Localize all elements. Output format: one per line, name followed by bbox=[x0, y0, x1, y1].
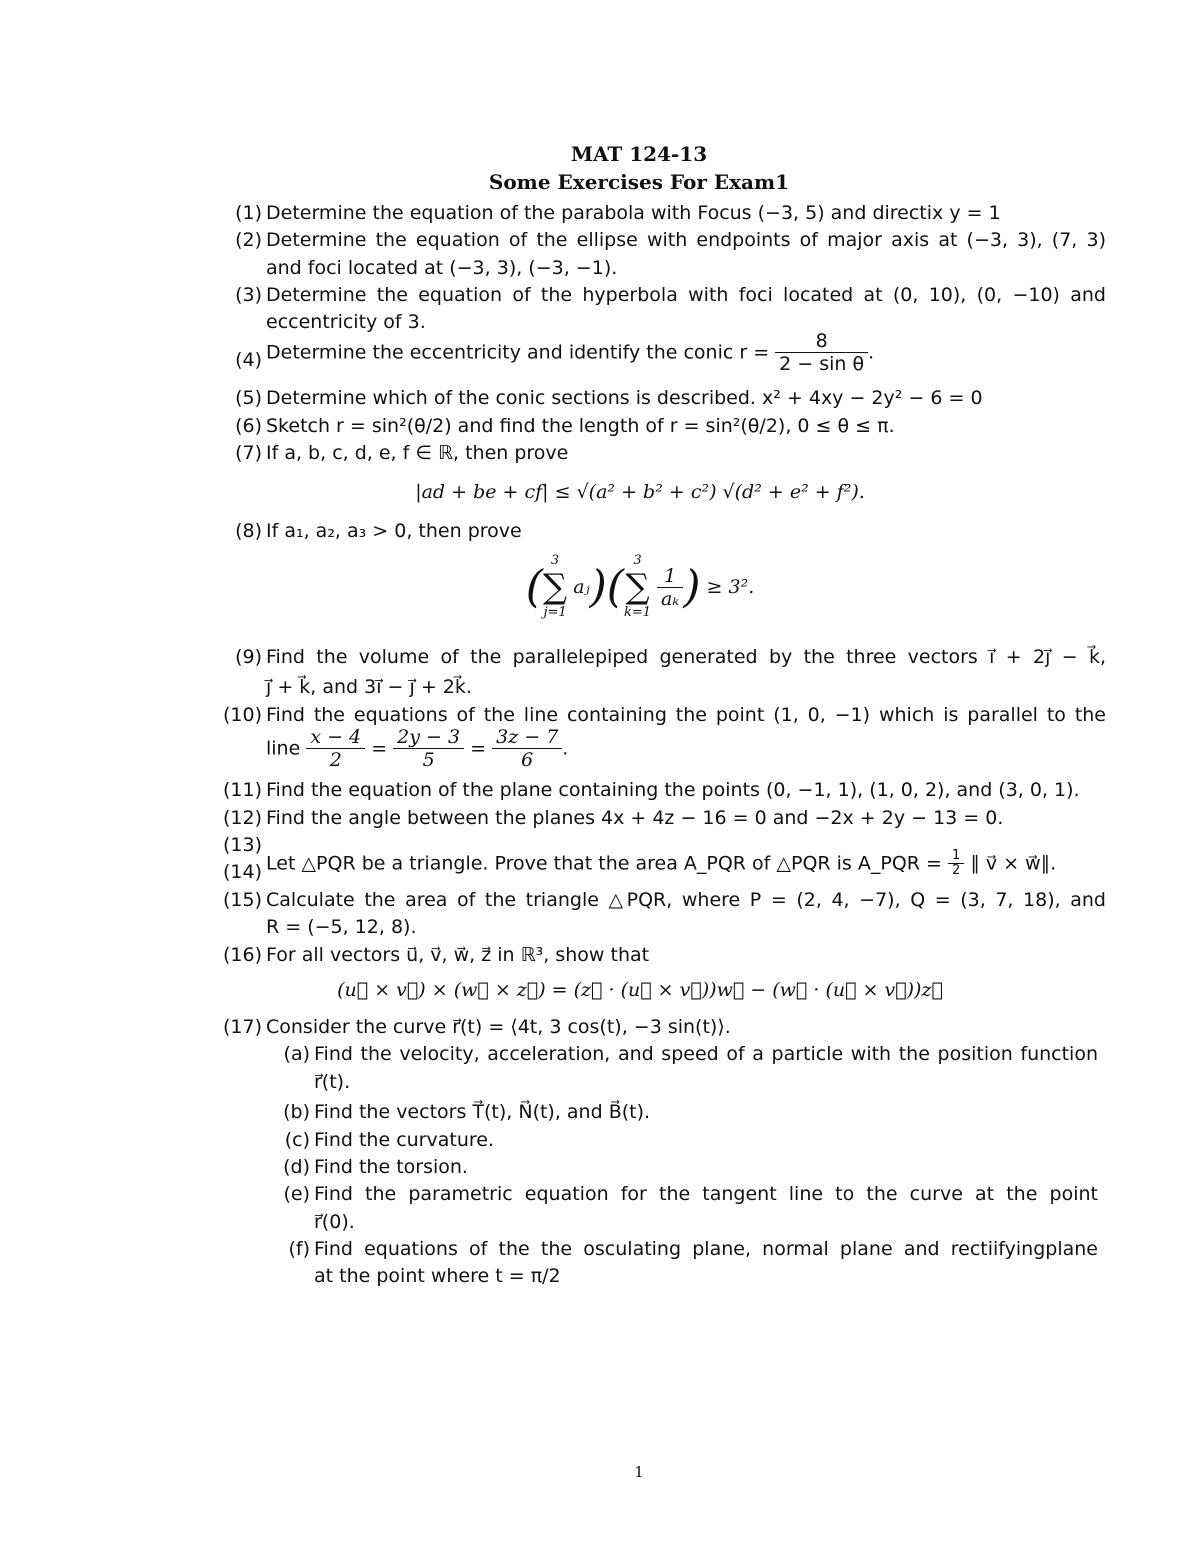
right-paren: ) bbox=[683, 561, 701, 613]
subpart-label: (e) bbox=[283, 1183, 310, 1205]
exercise-text: For all vectors u⃗, v⃗, w⃗, z⃗ in ℝ³, show that bbox=[266, 944, 650, 966]
punctuation: . bbox=[868, 341, 875, 364]
sum-inequality-display bbox=[40, 552, 1200, 622]
fraction-numerator: 8 bbox=[775, 330, 868, 353]
exercise-text: Find the equation of the plane containing the points (0, −1, 1), (1, 0, 2), and (3, 0, 1). bbox=[266, 779, 1080, 801]
fraction-denominator: 2 − sin θ bbox=[779, 353, 865, 375]
exercise-number: (11) bbox=[222, 779, 262, 801]
cross-product-norm: ∥ v⃗ × w⃗∥. bbox=[970, 852, 1057, 875]
conic-fraction bbox=[775, 330, 868, 375]
exercise-text: Consider the curve r⃗(t) = ⟨4t, 3 cos(t), −3 sin(t)⟩. bbox=[266, 1016, 731, 1038]
exercise-number: (17) bbox=[222, 1016, 262, 1038]
exercise-text: Determine which of the conic sections is described. x² + 4xy − 2y² − 6 = 0 bbox=[266, 387, 983, 409]
exercise-text: Find the equations of the line containing the point (1, 0, −1) which is parallel to the bbox=[266, 704, 1106, 726]
subpart-text: r⃗(0). bbox=[314, 1211, 355, 1233]
exercise-text: Find the angle between the planes 4x + 4z − 16 = 0 and −2x + 2y − 13 = 0. bbox=[266, 807, 1004, 829]
vector-identity-display: (u⃗ × v⃗) × (w⃗ × z⃗) = (z⃗ · (u⃗ × v⃗))w⃗ − (w⃗ · (u⃗ × v⃗))z⃗ bbox=[337, 979, 943, 1001]
exercise-text: Determine the equation of the ellipse with endpoints of major axis at (−3, 3), (7, 3) bbox=[266, 229, 1106, 251]
exercise-text: and foci located at (−3, 3), (−3, −1). bbox=[266, 257, 618, 279]
subpart-text: Find the velocity, acceleration, and speed of a particle with the position function bbox=[314, 1043, 1098, 1065]
equals-sign: = bbox=[371, 737, 388, 760]
left-paren: ( bbox=[525, 561, 543, 613]
exercise-number: (13) bbox=[222, 834, 262, 856]
reciprocal-fraction bbox=[657, 565, 683, 610]
fraction-denominator: aₖ bbox=[661, 587, 680, 610]
fraction-numerator: 1 bbox=[948, 849, 964, 864]
exercise-number: (9) bbox=[235, 646, 262, 668]
subpart-text: at the point where t = π/2 bbox=[314, 1265, 561, 1287]
subpart-text: Find the parametric equation for the tangent line to the curve at the point bbox=[314, 1183, 1098, 1205]
line-word: line bbox=[266, 737, 301, 760]
exercise-number: (3) bbox=[235, 284, 262, 306]
fraction-denominator: 2 bbox=[329, 749, 342, 771]
sum-j bbox=[543, 552, 567, 622]
exercise-text: eccentricity of 3. bbox=[266, 311, 426, 333]
fraction-denominator: 6 bbox=[521, 749, 534, 771]
exercise-text: j⃗ + k⃗, and 3i⃗ − j⃗ + 2k⃗. bbox=[266, 676, 472, 698]
exercise-text: Sketch r = sin²(θ/2) and find the length of r = sin²(θ/2), 0 ≤ θ ≤ π. bbox=[266, 415, 895, 437]
sigma-icon: ∑ bbox=[625, 567, 650, 607]
inequality-rhs: ≥ 3². bbox=[706, 576, 755, 598]
subpart-text: Find the torsion. bbox=[314, 1156, 468, 1178]
sum-lower: k=1 bbox=[623, 605, 651, 620]
fraction bbox=[492, 726, 562, 771]
fraction bbox=[306, 726, 365, 771]
subpart-text: Find the curvature. bbox=[314, 1129, 494, 1151]
page-number: 1 bbox=[634, 1463, 644, 1481]
sum-lower: j=1 bbox=[543, 605, 567, 620]
subpart-text: Find equations of the the osculating plane, normal plane and rectiifyingplane bbox=[314, 1238, 1098, 1260]
sigma-icon: ∑ bbox=[542, 567, 568, 607]
fraction bbox=[393, 726, 464, 771]
subpart-label: (f) bbox=[288, 1238, 310, 1260]
subpart-text: r⃗(t). bbox=[314, 1071, 351, 1093]
equals-sign: = bbox=[470, 737, 487, 760]
exercise-number: (6) bbox=[235, 415, 262, 437]
exercise-number: (4) bbox=[235, 349, 262, 371]
exercise-number: (14) bbox=[222, 861, 262, 883]
exercise-number: (5) bbox=[235, 387, 262, 409]
exercise-text: Find the volume of the parallelepiped generated by the three vectors i⃗ + 2j⃗ − k⃗, bbox=[266, 646, 1106, 668]
exercise-number: (8) bbox=[235, 520, 262, 542]
right-paren: ) bbox=[589, 561, 607, 613]
exercise-text: Calculate the area of the triangle △PQR, where P = (2, 4, −7), Q = (3, 7, 18), and bbox=[266, 889, 1106, 911]
exercise-number: (2) bbox=[235, 229, 262, 251]
document-subtitle: Some Exercises For Exam1 bbox=[488, 170, 790, 194]
line-equation bbox=[266, 726, 1106, 771]
subpart-label: (a) bbox=[283, 1043, 310, 1065]
sum-term: aⱼ bbox=[573, 576, 590, 598]
exercise-number: (16) bbox=[222, 944, 262, 966]
exercise-number: (7) bbox=[235, 442, 262, 464]
sum-upper: 3 bbox=[633, 553, 642, 568]
exercise-number: (15) bbox=[222, 889, 262, 911]
exercise-number: (12) bbox=[222, 807, 262, 829]
inequality-display: |ad + be + cf| ≤ √(a² + b² + c²) √(d² + e² + f²). bbox=[415, 481, 865, 503]
fraction-denominator: 5 bbox=[422, 749, 435, 771]
fraction-numerator: 3z − 7 bbox=[492, 726, 562, 749]
exercise-text: Determine the equation of the parabola with Focus (−3, 5) and directix y = 1 bbox=[266, 202, 1001, 224]
left-paren: ( bbox=[606, 561, 624, 613]
fraction-numerator: 1 bbox=[657, 565, 683, 588]
course-title: MAT 124-13 bbox=[570, 142, 708, 166]
exercise-text: If a₁, a₂, a₃ > 0, then prove bbox=[266, 520, 522, 542]
punctuation: . bbox=[562, 737, 569, 760]
exercise-text: Determine the eccentricity and identify the conic r = bbox=[266, 341, 770, 364]
subpart-text: Find the vectors T⃗(t), N⃗(t), and B⃗(t). bbox=[314, 1101, 651, 1123]
fraction-numerator: 2y − 3 bbox=[393, 726, 464, 749]
exercise-number: (1) bbox=[235, 202, 262, 224]
sum-upper: 3 bbox=[550, 553, 560, 568]
exercise-text: Determine the equation of the hyperbola with foci located at (0, 10), (0, −10) and bbox=[266, 284, 1106, 306]
half-fraction bbox=[948, 849, 964, 878]
sum-k bbox=[624, 552, 651, 622]
subpart-label: (b) bbox=[283, 1101, 310, 1123]
fraction-denominator: 2 bbox=[951, 863, 961, 878]
exercise-text: R = (−5, 12, 8). bbox=[266, 916, 417, 938]
exercise-text: Let △PQR be a triangle. Prove that the area A_PQR of △PQR is A_PQR = bbox=[266, 852, 942, 875]
subpart-label: (d) bbox=[283, 1156, 310, 1178]
exercise-text: If a, b, c, d, e, f ∈ ℝ, then prove bbox=[266, 442, 569, 464]
subpart-label: (c) bbox=[284, 1129, 310, 1151]
fraction-numerator: x − 4 bbox=[306, 726, 365, 749]
exercise-number: (10) bbox=[222, 704, 262, 726]
